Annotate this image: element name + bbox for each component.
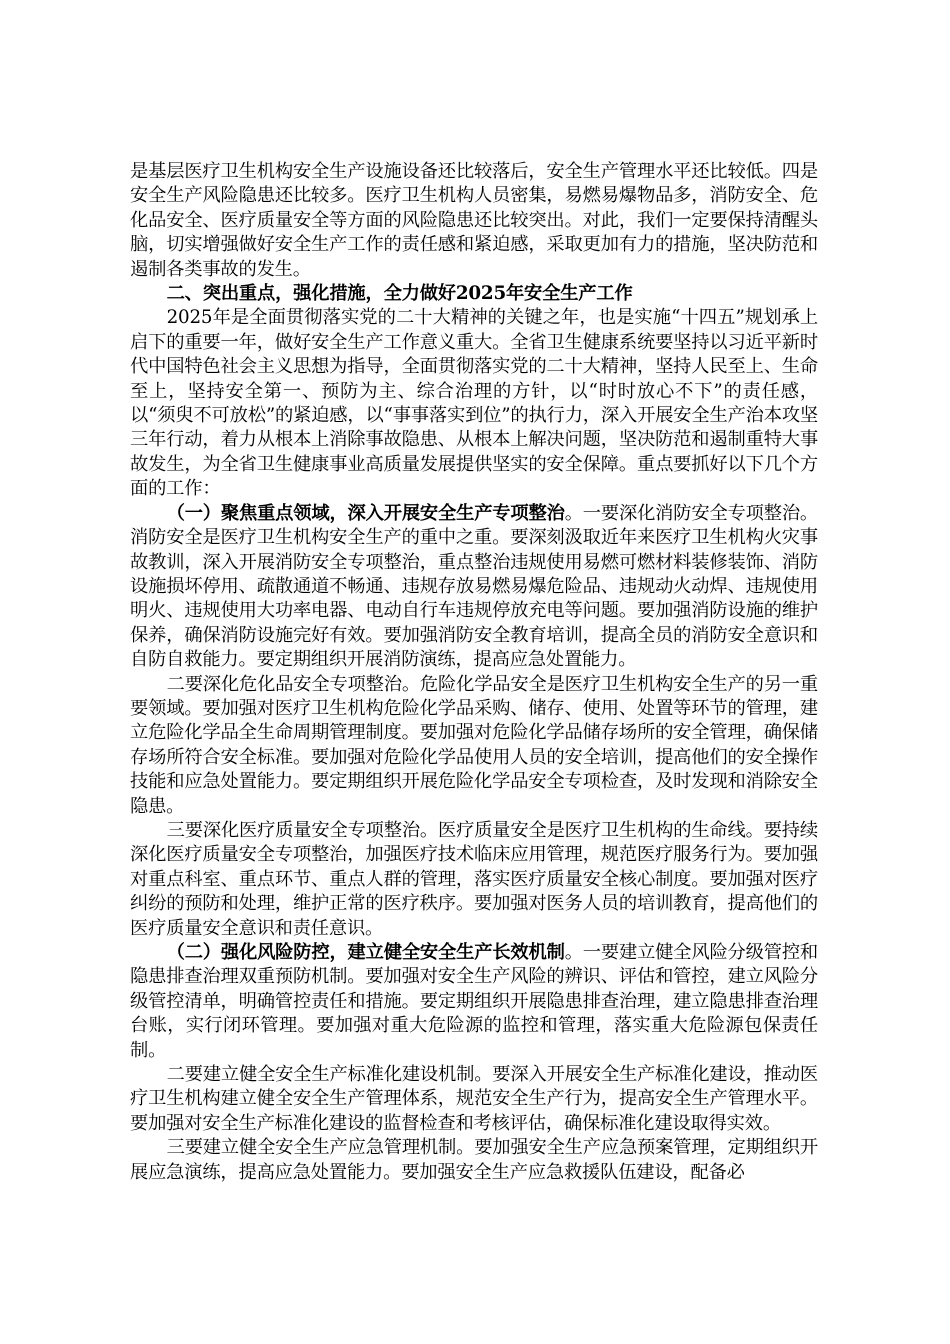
paragraph-body: 二要深化危化品安全专项整治。危险化学品安全是医疗卫生机构安全生产的另一重要领域。要加强对医疗卫生机构危险化学品采购、储存、使用、处置等环节的管理，建立危险化学品全生命周期管理制度。要加强对危险化学品储存场所的安全管理，确保储存场所符合安全标准。要加强对危险化学品使用人员的安全培训，提高他们的安全操作技能和应急处置能力。要定期组织开展危险化学品安全专项检查，及时发现和消除安全隐患。 [130,673,818,817]
document-page [130,160,818,1185]
subsection-lead-1: （一）聚焦重点领域，深入开展安全生产专项整治 [166,502,565,524]
paragraph-body: 三要深化医疗质量安全专项整治。医疗质量安全是医疗卫生机构的生命线。要持续深化医疗质量安全专项整治，加强医疗技术临床应用管理，规范医疗服务行为。要加强对重点科室、重点环节、重点人群的管理，落实医疗质量安全核心制度。要加强对医疗纠纷的预防和处理，维护正常的医疗秩序。要加强对医务人员的培训教育，提高他们的医疗质量安全意识和责任意识。 [130,819,818,939]
paragraph-body: 三要建立健全安全生产应急管理机制。要加强安全生产应急预案管理，定期组织开展应急演练，提高应急处置能力。要加强安全生产应急救援队伍建设，配备必 [130,1137,818,1183]
paragraph-body: 2025年是全面贯彻落实党的二十大精神的关键之年，也是实施“十四五”规划承上启下的重要一年，做好安全生产工作意义重大。全省卫生健康系统要坚持以习近平新时代中国特色社会主义思想为指导，全面贯彻落实党的二十大精神，坚持人民至上、生命至上，坚持安全第一、预防为主、综合治理的方针，以“时时放心不下”的责任感，以“须臾不可放松”的紧迫感，以“事事落实到位”的执行力，深入开展安全生产治本攻坚三年行动，着力从根本上消除事故隐患、从根本上解决问题，坚决防范和遏制重特大事故发生，为全省卫生健康事业高质量发展提供坚实的安全保障。重点要抓好以下几个方面的工作： [130,307,818,500]
paragraph-body: 二要建立健全安全生产标准化建设机制。要深入开展安全生产标准化建设，推动医疗卫生机构建立健全安全生产管理体系，规范安全生产行为，提高安全生产管理水平。要加强对安全生产标准化建设的监督检查和考核评估，确保标准化建设取得实效。 [130,1064,818,1134]
paragraph-subsection-2 [130,941,818,1063]
subsection-text-2: 。一要建立健全风险分级管控和隐患排查治理双重预防机制。要加强对安全生产风险的辨识、评估和管控，建立风险分级管控清单，明确管控责任和措施。要定期组织开展隐患排查治理，建立隐患排查治理台账，实行闭环管理。要加强对重大危险源的监控和管理，落实重大危险源包保责任制。 [130,942,818,1061]
section-heading: 二、突出重点，强化措施，全力做好2025年安全生产工作 [166,283,633,305]
paragraph-continuation: 是基层医疗卫生机构安全生产设施设备还比较落后，安全生产管理水平还比较低。四是安全生产风险隐患还比较多。医疗卫生机构人员密集，易燃易爆物品多，消防安全、危化品安全、医疗质量安全等方面的风险隐患还比较突出。对此，我们一定要保持清醒头脑，切实增强做好安全生产工作的责任感和紧迫感，采取更加有力的措施，坚决防范和遏制各类事故的发生。 [130,161,818,280]
subsection-lead-2: （二）强化风险防控，建立健全安全生产长效机制 [166,942,565,963]
subsection-text-1: 。一要深化消防安全专项整治。消防安全是医疗卫生机构安全生产的重中之重。要深刻汲取近年来医疗卫生机构火灾事故教训，深入开展消防安全专项整治，重点整治违规使用易燃可燃材料装修装饰、消防设施损坏停用、疏散通道不畅通、违规存放易燃易爆危险品、违规动火动焊、违规使用明火、违规使用大功率电器、电动自行车违规停放充电等问题。要加强消防设施的维护保养，确保消防设施完好有效。要加强消防安全教育培训，提高全员的消防安全意识和自防自救能力。要定期组织开展消防演练，提高应急处置能力。 [130,502,818,671]
paragraph-subsection-1 [130,502,818,673]
